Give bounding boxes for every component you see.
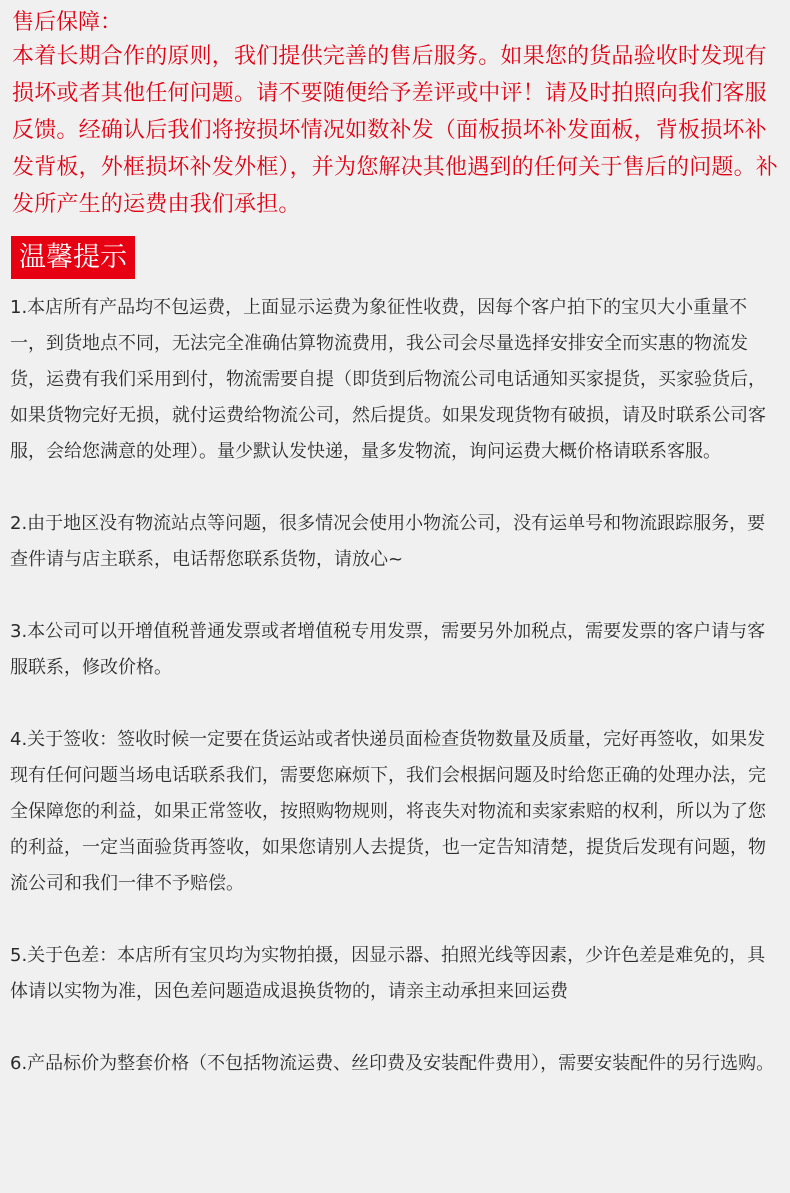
tips-heading-badge: 温馨提示: [11, 236, 135, 279]
tip-item-1: 1.本店所有产品均不包运费，上面显示运费为象征性收费，因每个客户拍下的宝贝大小重量不一，到货地点不同，无法完全准确估算物流费用，我公司会尽量选择安排安全而实惠的物流发货，运费有我们采用到付，物流需要自提（即货到后物流公司电话通知买家提货，买家验货后，如果货物完好无损，就付运费给物流公司，然后提货。如果发现货物有破损，请及时联系公司客服，会给您满意的处理）。量少默认发快递，量多发物流，询问运费大概价格请联系客服。: [10, 297, 766, 462]
after-sales-body: 本着长期合作的原则，我们提供完善的售后服务。如果您的货品验收时发现有损坏或者其他任何问题。请不要随便给予差评或中评！请及时拍照向我们客服反馈。经确认后我们将按损坏情况如数补发（面板损坏补发面板，背板损坏补发背板，外框损坏补发外框），并为您解决其他遇到的任何关于售后的问题。补发所产生的运费由我们承担。: [12, 44, 779, 217]
tip-item-2: 2.由于地区没有物流站点等问题，很多情况会使用小物流公司，没有运单号和物流跟踪服务，要查件请与店主联系，电话帮您联系货物，请放心~: [10, 513, 766, 570]
tip-item-5: 5.关于色差：本店所有宝贝均为实物拍摄，因显示器、拍照光线等因素，少许色差是难免的，具体请以实物为准，因色差问题造成退换货物的，请亲主动承担来回运费: [10, 945, 766, 1002]
tip-item-3: 3.本公司可以开增值税普通发票或者增值税专用发票，需要另外加税点，需要发票的客户请与客服联系，修改价格。: [10, 621, 766, 678]
after-sales-section: [12, 8, 780, 223]
after-sales-title: 售后保障：: [12, 10, 123, 35]
tip-item-6: 6.产品标价为整套价格（不包括物流运费、丝印费及安装配件费用），需要安装配件的另行选购。: [10, 1053, 775, 1074]
tips-list: [10, 290, 782, 1082]
tip-item-4: 4.关于签收：签收时候一定要在货运站或者快递员面检查货物数量及质量，完好再签收，如果发现有任何问题当场电话联系我们，需要您麻烦下，我们会根据问题及时给您正确的处理办法，完全保障您的利益，如果正常签收，按照购物规则，将丧失对物流和卖家索赔的权利，所以为了您的利益，一定当面验货再签收，如果您请别人去提货，也一定告知清楚，提货后发现有问题，物流公司和我们一律不予赔偿。: [10, 729, 766, 894]
